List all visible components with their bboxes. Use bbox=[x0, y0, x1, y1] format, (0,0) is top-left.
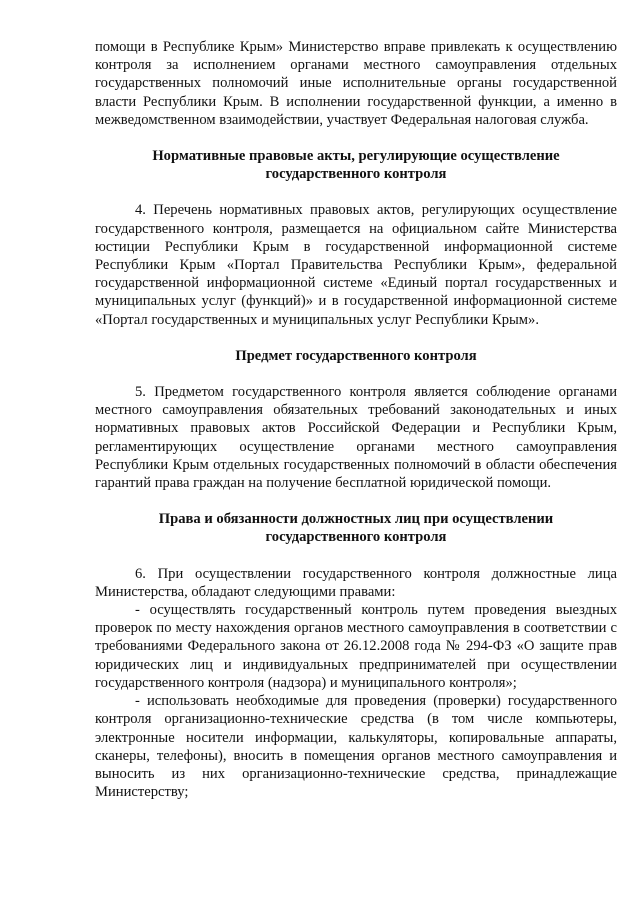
rights-item-2: - использовать необходимые для проведения (проверки) государственного контроля организационно-технические средства (в том числе компьютеры, электронные носители информации, калькуляторы, копировальные аппараты, сканеры, телефоны), вносить в помещения органов местного самоуправления и выносить из них организационно-технические средства, принадлежащие Министерству; bbox=[95, 693, 617, 801]
legal-acts-heading-line1: Нормативные правовые акты, регулирующие осуществление bbox=[152, 148, 560, 165]
rights-item-1: - осуществлять государственный контроль путем проведения выездных проверок по месту нахождения органов местного самоуправления в соответствии с требованиями Федерального закона от 26.12.2008 года № 294-ФЗ «О защите прав юридических лиц и индивидуальных предпринимателей при осуществлении государственного контроля (надзора) и муниципального контроля»; bbox=[95, 602, 617, 691]
subject-heading bbox=[95, 347, 617, 365]
paragraph-5: 5. Предметом государственного контроля является соблюдение органами местного самоуправления обязательных требований законодательных и иных нормативных правовых актов Российской Федерации и Республики Крым, регламентирующих осуществление органами местного самоуправления Республики Крым отдельных государственных полномочий в области обеспечения гарантий права граждан на получение бесплатной юридической помощи. bbox=[95, 384, 617, 492]
legal-acts-heading bbox=[95, 147, 617, 183]
rights-heading bbox=[95, 510, 617, 546]
continuation-paragraph: помощи в Республике Крым» Министерство вправе привлекать к осуществлению контроля за исполнением органами местного самоуправления отдельных государственных полномочий иные исполнительные органы государственной власти Республики Крым. В исполнении государственной функции, а именно в межведомственном взаимодействии, участвует Федеральная налоговая служба. bbox=[95, 39, 617, 128]
subject-heading-text: Предмет государственного контроля bbox=[235, 347, 477, 364]
document-page bbox=[95, 38, 617, 801]
legal-acts-heading-line2: государственного контроля bbox=[265, 166, 447, 183]
rights-heading-line1: Права и обязанности должностных лиц при осуществлении bbox=[158, 511, 554, 528]
rights-heading-line2: государственного контроля bbox=[265, 529, 447, 546]
paragraph-4: 4. Перечень нормативных правовых актов, регулирующих осуществление государственного контроля, размещается на официальном сайте Министерства юстиции Республики Крым в государственной информационной системе Республики Крым «Портал Правительства Республики Крым», федеральной государственной информационной системе «Единый портал государственных и муниципальных услуг (функций)» и в государственной информационной системе «Портал государственных и муниципальных услуг Республики Крым». bbox=[95, 202, 617, 328]
paragraph-6: 6. При осуществлении государственного контроля должностные лица Министерства, обладают следующими правами: bbox=[95, 565, 617, 600]
